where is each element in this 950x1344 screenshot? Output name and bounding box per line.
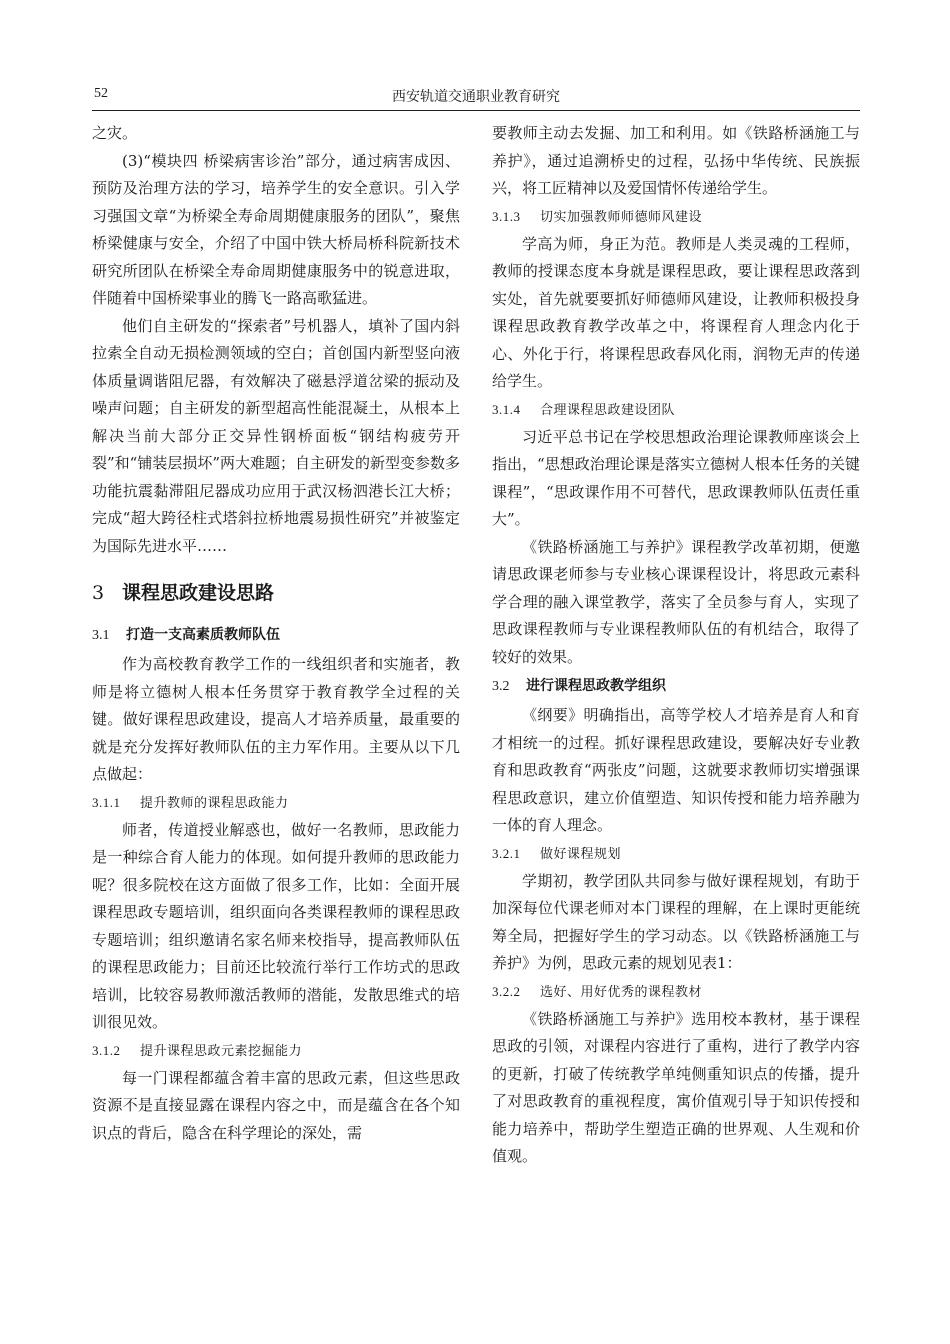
- right-column: [492, 120, 860, 1171]
- subsubsection-title: 切实加强教师师德师风建设: [540, 209, 703, 225]
- subsubsection-number: 3.2.1: [492, 845, 521, 861]
- paragraph: 作为高校教育教学工作的一线组织者和实施者，教师是将立德树人根本任务贯穿于教育教学全过程的关键。做好课程思政建设，提高人才培养质量，最重要的就是充分发挥好教师队伍的主力军作用。主要从以下几点做起：: [92, 655, 460, 783]
- subsubsection-number: 3.1.1: [92, 794, 121, 810]
- page-number: 52: [94, 86, 108, 101]
- left-column: [92, 120, 460, 1147]
- subsubsection-number: 3.2.2: [492, 983, 521, 999]
- subsection-title: 打造一支高素质教师队伍: [126, 627, 280, 643]
- subsubsection-heading: [492, 396, 860, 424]
- subsubsection-title: 做好课程规划: [540, 846, 622, 862]
- paragraph: 每一门课程都蕴含着丰富的思政元素，但这些思政资源不是直接显露在课程内容之中，而是蕴含在各个知识点的背后，隐含在科学理论的深处，需: [92, 1068, 460, 1142]
- paragraph: 要教师主动去发掘、加工和利用。如《铁路桥涵施工与养护》，通过追溯桥史的过程，弘扬中华传统、民族振兴，将工匠精神以及爱国情怀传递给学生。: [492, 124, 860, 197]
- paragraph: 《纲要》明确指出，高等学校人才培养是育人和育才相统一的过程。抓好课程思政建设，要解决好专业教育和思政教育“两张皮”问题，这就要求教师切实增强课程思政意识，建立价值塑造、知识传授和能力培养融为一体的育人理念。: [492, 706, 860, 834]
- subsubsection-number: 3.1.2: [92, 1042, 121, 1058]
- subsubsection-heading: [92, 789, 460, 817]
- section-number: 3: [92, 582, 105, 604]
- paragraph: 之灾。: [92, 124, 138, 142]
- subsubsection-heading: [92, 1037, 460, 1065]
- subsubsection-title: 提升课程思政元素挖掘能力: [140, 1043, 303, 1059]
- subsubsection-number: 3.1.3: [492, 208, 521, 224]
- section-heading: [92, 578, 460, 608]
- section-title: 课程思政建设思路: [122, 582, 275, 604]
- subsubsection-title: 合理课程思政建设团队: [540, 402, 676, 418]
- subsubsection-title: 提升教师的课程思政能力: [140, 795, 289, 811]
- subsubsection-heading: [492, 840, 860, 868]
- subsubsection-number: 3.1.4: [492, 401, 521, 417]
- paragraph: 习近平总书记在学校思想政治理论课教师座谈会上指出，“思想政治理论课是落实立德树人根本任务的关键课程”，“思政课作用不可替代，思政课教师队伍责任重大”。: [492, 427, 860, 528]
- paragraph: 他们自主研发的“探索者”号机器人，填补了国内斜拉索全自动无损检测领域的空白；首创国内新型竖向液体质量调谐阻尼器，有效解决了磁悬浮道岔梁的振动及噪声问题；自主研发的新型超高性能混凝土，从根本上解决当前大部分正交异性钢桥面板“钢结构疲劳开裂”和“铺装层损坏”两大难题；自主研发的新型变参数多功能抗震黏滞阻尼器成功应用于武汉杨泗港长江大桥；完成“超大跨径柱式塔斜拉桥地震易损性研究”并被鉴定为国际先进水平……: [92, 316, 461, 555]
- paragraph: 《铁路桥涵施工与养护》课程教学改革初期，便邀请思政课老师参与专业核心课课程设计，将思政元素科学合理的融入课堂教学，落实了全员参与育人，实现了思政课程教师与专业课程教师队伍的有机结合，取得了较好的效果。: [492, 537, 860, 666]
- subsection-heading: [92, 622, 460, 649]
- subsubsection-title: 选好、用好优秀的课程教材: [540, 984, 703, 1000]
- paragraph: 学高为师，身正为范。教师是人类灵魂的工程师，教师的授课态度本身就是课程思政，要让课程思政落到实处，首先就要要抓好师德师风建设，让教师积极投身课程思政教育教学改革之中，将课程育人理念内化于心、外化于行，将课程思政春风化雨，润物无声的传递给学生。: [492, 234, 860, 390]
- subsection-number: 3.2: [492, 679, 510, 694]
- subsubsection-heading: [492, 203, 860, 231]
- subsubsection-heading: [492, 978, 860, 1006]
- paragraph: 师者，传道授业解惑也，做好一名教师，思政能力是一种综合育人能力的体现。如何提升教师的思政能力呢？很多院校在这方面做了很多工作，比如：全面开展课程思政专题培训，组织面向各类课程教师的课程思政专题培训；组织邀请名家名师来校指导，提高教师队伍的课程思政能力；目前还比较流行举行工作坊式的思政培训，比较容易教师激活教师的潜能，发散思维式的培训很见效。: [92, 820, 460, 1031]
- journal-title: 西安轨道交通职业教育研究: [392, 89, 560, 105]
- paragraph: 学期初，教学团队共同参与做好课程规划，有助于加深每位代课老师对本门课程的理解，在上课时更能统筹全局，把握好学生的学习动态。以《铁路桥涵施工与养护》为例，思政元素的规划见表1：: [492, 871, 860, 972]
- running-header: [92, 82, 860, 111]
- subsection-number: 3.1: [92, 628, 110, 643]
- paragraph: 《铁路桥涵施工与养护》选用校本教材，基于课程思政的引领，对课程内容进行了重构，进行了教学内容的更新，打破了传统教学单纯侧重知识点的传播，提升了对思政教育的重视程度，寓价值观引导于知识传授和能力培养中，帮助学生塑造正确的世界观、人生观和价值观。: [492, 1009, 860, 1165]
- subsection-title: 进行课程思政教学组织: [526, 678, 666, 694]
- subsection-heading: [492, 673, 860, 700]
- paragraph: (3)“模块四 桥梁病害诊治”部分，通过病害成因、预防及治理方法的学习，培养学生的安全意识。引入学习强国文章“为桥梁全寿命周期健康服务的团队”，聚焦桥梁健康与安全，介绍了中国中铁大桥局桥科院新技术研究所团队在桥梁全寿命周期健康服务中的锐意进取，伴随着中国桥梁事业的腾飞一路高歌猛进。: [92, 151, 460, 307]
